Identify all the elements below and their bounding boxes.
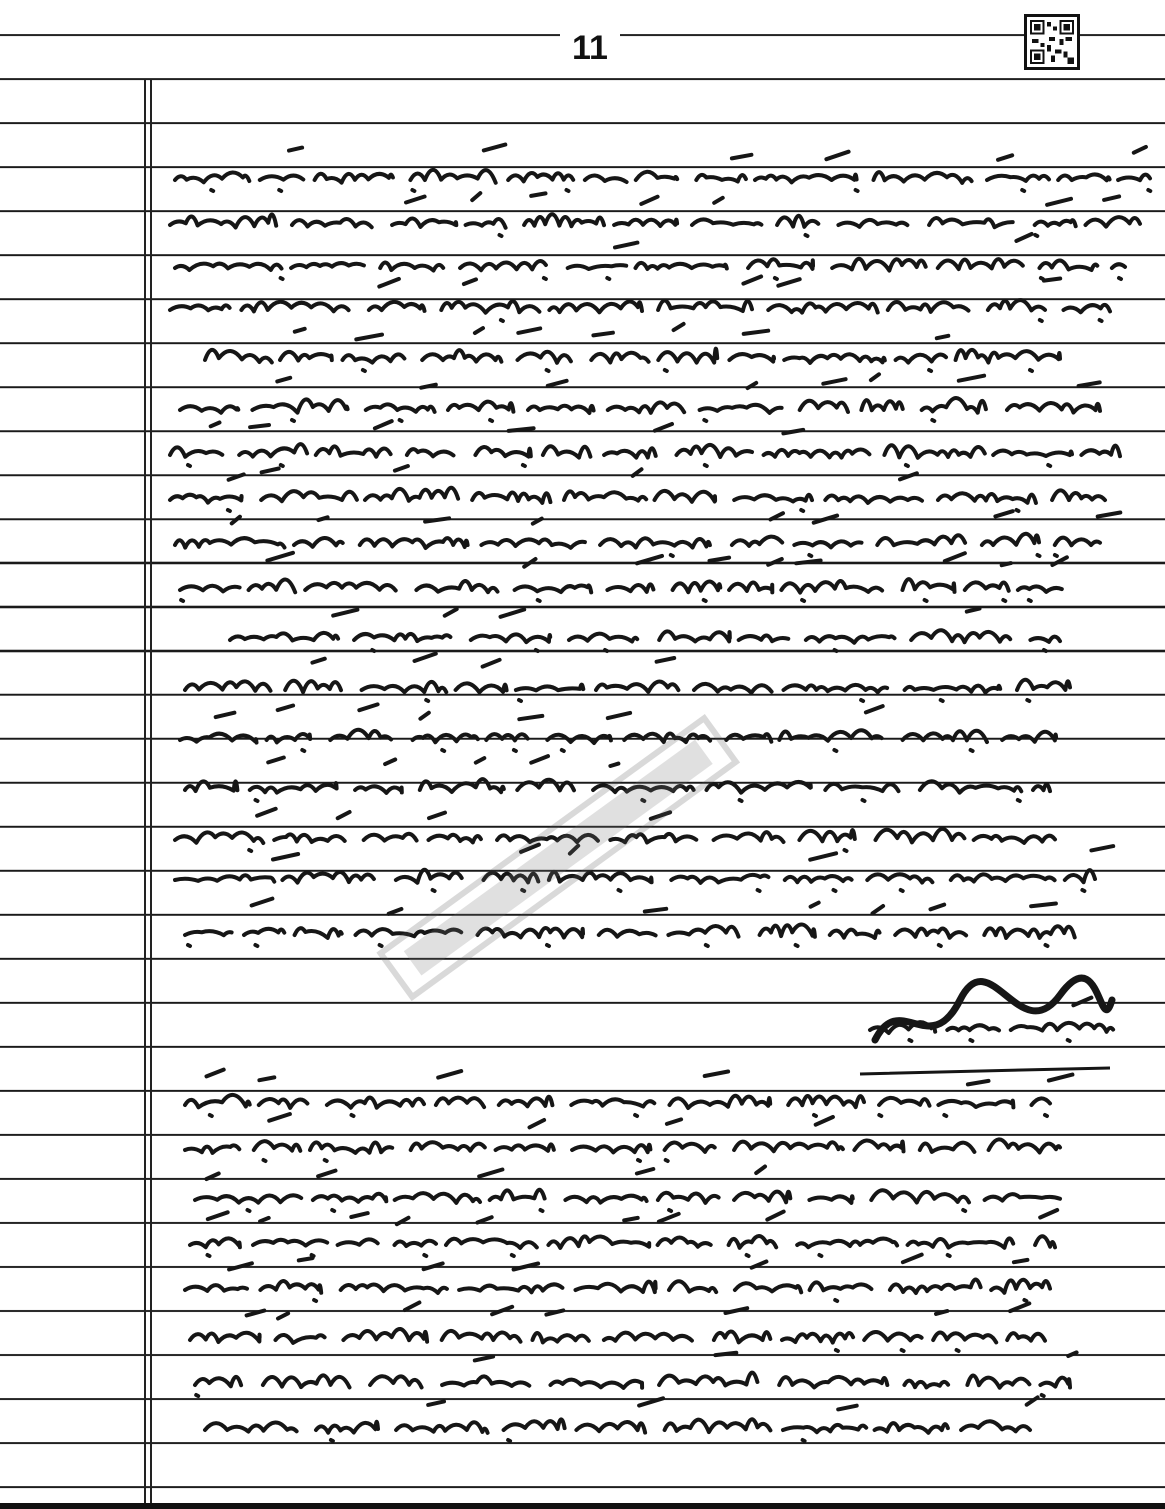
section-heading: [875, 978, 1112, 1040]
handwritten-line: [185, 899, 1075, 946]
handwritten-line: [190, 1210, 1057, 1256]
handwritten-line: [185, 1114, 1060, 1161]
handwritten-line: [230, 609, 1060, 652]
handwritten-line: [185, 654, 1070, 701]
handwritten-line: [175, 145, 1150, 191]
handwritten-line: [170, 466, 1105, 511]
handwritten-line: [185, 1255, 1050, 1301]
handwritten-line: [185, 1070, 1072, 1116]
handwritten-line: [170, 277, 1110, 322]
handwritten-line: [175, 845, 1113, 891]
handwritten-line: [170, 421, 1120, 466]
scan-edge: [0, 1503, 1165, 1509]
handwritten-line: [170, 193, 1140, 236]
handwritten-line: [175, 809, 1055, 851]
handwritten-line: [205, 324, 1060, 371]
handwritten-line: [180, 553, 1067, 601]
handwritten-line: [195, 1352, 1077, 1396]
handwritten-line: [205, 1397, 1038, 1441]
handwritten-line: [180, 374, 1100, 421]
handwritten-line: [185, 756, 1050, 801]
handwritten-line: [175, 511, 1120, 556]
handwritten-line: [175, 234, 1125, 279]
handwritten-line: [190, 1303, 1045, 1352]
handwritten-line: [180, 704, 1056, 751]
page-number: 11: [560, 26, 620, 70]
handwritten-line: [195, 1167, 1060, 1212]
